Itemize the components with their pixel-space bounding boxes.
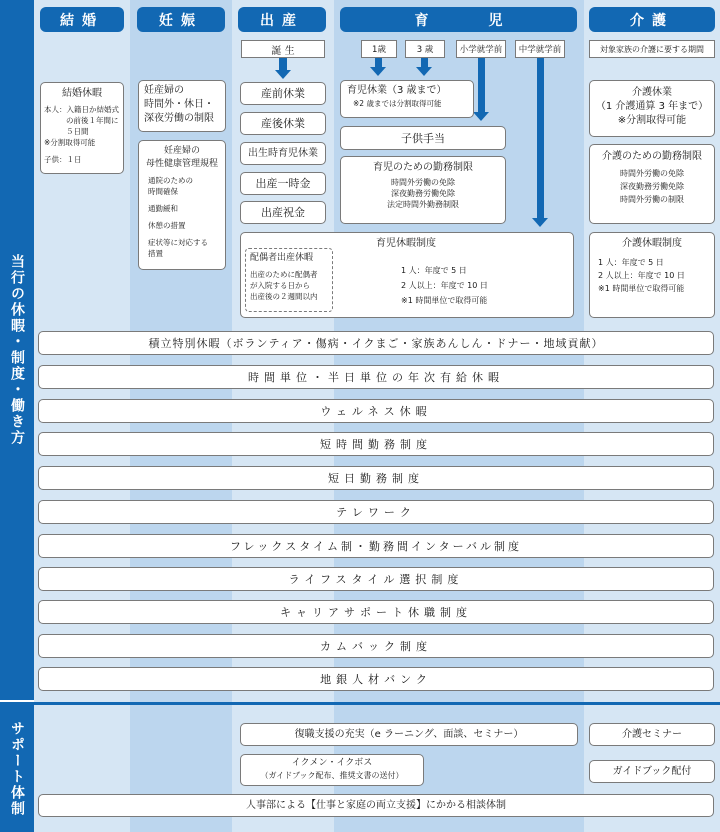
childcare-leave-system-item2: 2 人以上：年度で 10 日 <box>401 281 488 290</box>
maternal-health-item1a: 通院のための <box>148 176 193 185</box>
arrow-age1-down-icon <box>370 67 386 76</box>
header-marriage: 結婚 <box>40 7 124 32</box>
nursing-limit-item3: 時間外労働の制限 <box>620 195 684 204</box>
nursing-leave-note: ※分割取得可能 <box>617 115 687 126</box>
spouse-leave-box <box>245 248 333 312</box>
pregnancy-limit-line3: 深夜労働の制限 <box>144 113 214 124</box>
marriage-leave-line5: 子供：１日 <box>44 155 82 164</box>
maternal-health-item3: 休憩の措置 <box>148 221 186 230</box>
arrow-birth-shaft <box>279 58 287 70</box>
support-return-to-work: 復職支援の充実（e ラーニング、面談、セミナー） <box>240 723 578 746</box>
maternal-health-title1: 妊産婦の <box>163 146 200 156</box>
arrow-junior-shaft <box>537 58 544 218</box>
tag-age-3: 3 歳 <box>405 40 445 58</box>
row-career-support: キャリアサポート休職制度 <box>38 600 714 624</box>
arrow-age3-down-icon <box>416 67 432 76</box>
row-short-days: 短日勤務制度 <box>38 466 714 490</box>
nursing-leave-box <box>589 80 715 137</box>
maternal-health-item4a: 症状等に対応する <box>148 238 208 247</box>
arrow-birth-down-icon <box>275 70 291 79</box>
maternal-health-box <box>138 140 226 270</box>
childcare-limit-title: 育児のための勤務制限 <box>373 162 473 173</box>
pregnancy-limit-line1: 妊産婦の <box>144 85 184 96</box>
nursing-care-leave-item1: 1 人：年度で 5 日 <box>598 258 664 267</box>
header-nursing: 介護 <box>589 7 715 32</box>
nursing-limit-title: 介護のための勤務制限 <box>602 151 702 162</box>
tag-elementary: 小学就学前 <box>456 40 506 58</box>
birth-item-gift: 出産祝金 <box>240 201 326 224</box>
row-wellness-leave: ウェルネス休暇 <box>38 399 714 423</box>
childcare-leave-note: ※2 歳までは分割取得可能 <box>353 99 442 108</box>
row-flextime: フレックスタイム制・勤務間インターバル制度 <box>38 534 714 558</box>
row-hourly-paid-leave: 時間単位・半日単位の年次有給休暇 <box>38 365 714 389</box>
arrow-junior-down-icon <box>532 218 548 227</box>
spouse-leave-line3: 出産後の２週間以内 <box>250 292 318 301</box>
nursing-leave-term: （1 介護通算 3 年まで） <box>595 101 709 112</box>
pregnancy-limit-box <box>138 80 226 132</box>
maternal-health-item2: 通勤緩和 <box>148 204 178 213</box>
sidebar-label-top: 当行の休暇・制度・働き方 <box>0 0 34 700</box>
birth-item-lumpsum: 出産一時金 <box>240 172 326 195</box>
pregnancy-limit-line2: 時間外・休日・ <box>144 99 214 110</box>
childcare-limit-item1: 時間外労働の免除 <box>391 178 455 187</box>
tag-birth: 誕 生 <box>241 40 325 58</box>
nursing-care-leave-box <box>589 232 715 318</box>
childcare-leave-box <box>340 80 474 118</box>
support-ikumen-detail: （ガイドブック配布、推奨文書の送付） <box>260 771 404 780</box>
sidebar-label-bottom: サポート体制 <box>0 705 34 832</box>
support-guidebook: ガイドブック配付 <box>589 760 715 783</box>
childcare-limit-item3: 法定時間外勤務制限 <box>387 200 459 209</box>
nursing-care-leave-item3: ※1 時間単位で取得可能 <box>598 284 685 293</box>
childcare-limit-item2: 深夜勤務労働免除 <box>391 189 455 198</box>
childcare-leave-system-item3: ※1 時間単位で取得可能 <box>401 296 488 305</box>
arrow-elementary-down-icon <box>473 112 489 121</box>
marriage-leave-title: 結婚休暇 <box>62 88 102 99</box>
support-ikumen-box <box>240 754 424 786</box>
marriage-leave-line1: 本人：入籍日か結婚式 <box>44 105 119 114</box>
row-lifestyle: ライフスタイル選択制度 <box>38 567 714 591</box>
row-short-hours: 短時間勤務制度 <box>38 432 714 456</box>
spouse-leave-line2: が入院する日から <box>250 281 310 290</box>
maternal-health-item1b: 時間確保 <box>148 187 178 196</box>
spouse-leave-line1: 出産のために配偶者 <box>250 270 318 279</box>
maternal-health-item4b: 措置 <box>148 249 163 258</box>
birth-item-prenatal: 産前休業 <box>240 82 326 105</box>
row-telework: テレワーク <box>38 500 714 524</box>
maternal-health-title2: 母性健康管理規程 <box>145 159 218 169</box>
nursing-care-leave-title: 介護休暇制度 <box>622 238 682 249</box>
arrow-elementary-shaft <box>478 58 485 112</box>
header-childcare: 育児 <box>340 7 577 32</box>
row-regional-bank-talent: 地銀人材バンク <box>38 667 714 691</box>
birth-item-postnatal: 産後休業 <box>240 112 326 135</box>
header-pregnancy: 妊娠 <box>137 7 225 32</box>
arrow-age3-shaft <box>421 58 428 67</box>
childcare-leave-system-title: 育児休暇制度 <box>376 238 436 249</box>
spouse-leave-title: 配偶者出産休暇 <box>250 253 314 263</box>
childcare-leave-system-item1: 1 人：年度で 5 日 <box>401 266 467 275</box>
marriage-leave-line4: ※分割取得可能 <box>44 138 96 147</box>
tag-nursing-period: 対象家族の介護に要する期間 <box>589 40 715 58</box>
arrow-age1-shaft <box>375 58 382 67</box>
marriage-leave-line2: の前後１年間に <box>66 116 119 125</box>
support-nursing-seminar: 介護セミナー <box>589 723 715 746</box>
childcare-limit-box <box>340 156 506 224</box>
birth-item-paternity: 出生時育児休業 <box>240 142 326 165</box>
row-accumulated-special-leave: 積立特別休暇（ボランティア・傷病・イクまご・家族あんしん・ドナー・地域貢献） <box>38 331 714 355</box>
support-ikumen-title: イクメン・イクボス <box>291 758 373 768</box>
nursing-care-leave-item2: 2 人以上：年度で 10 日 <box>598 271 685 280</box>
tag-age-1: 1歳 <box>361 40 397 58</box>
header-birth: 出産 <box>238 7 326 32</box>
marriage-leave-line3: ５日間 <box>66 127 89 136</box>
row-comeback: カムバック制度 <box>38 634 714 658</box>
tag-junior-high: 中学就学前 <box>515 40 565 58</box>
nursing-limit-box <box>589 144 715 224</box>
nursing-leave-title: 介護休業 <box>632 87 672 98</box>
nursing-limit-item1: 時間外労働の免除 <box>620 169 684 178</box>
support-consultation: 人事部による【仕事と家庭の両立支援】にかかる相談体制 <box>38 794 714 817</box>
nursing-limit-item2: 深夜勤務労働免除 <box>620 182 684 191</box>
child-allowance-box: 子供手当 <box>340 126 506 150</box>
childcare-leave-title: 育児休業（3 歳まで） <box>347 85 447 96</box>
marriage-leave-box <box>40 82 124 174</box>
section-divider <box>0 702 720 705</box>
